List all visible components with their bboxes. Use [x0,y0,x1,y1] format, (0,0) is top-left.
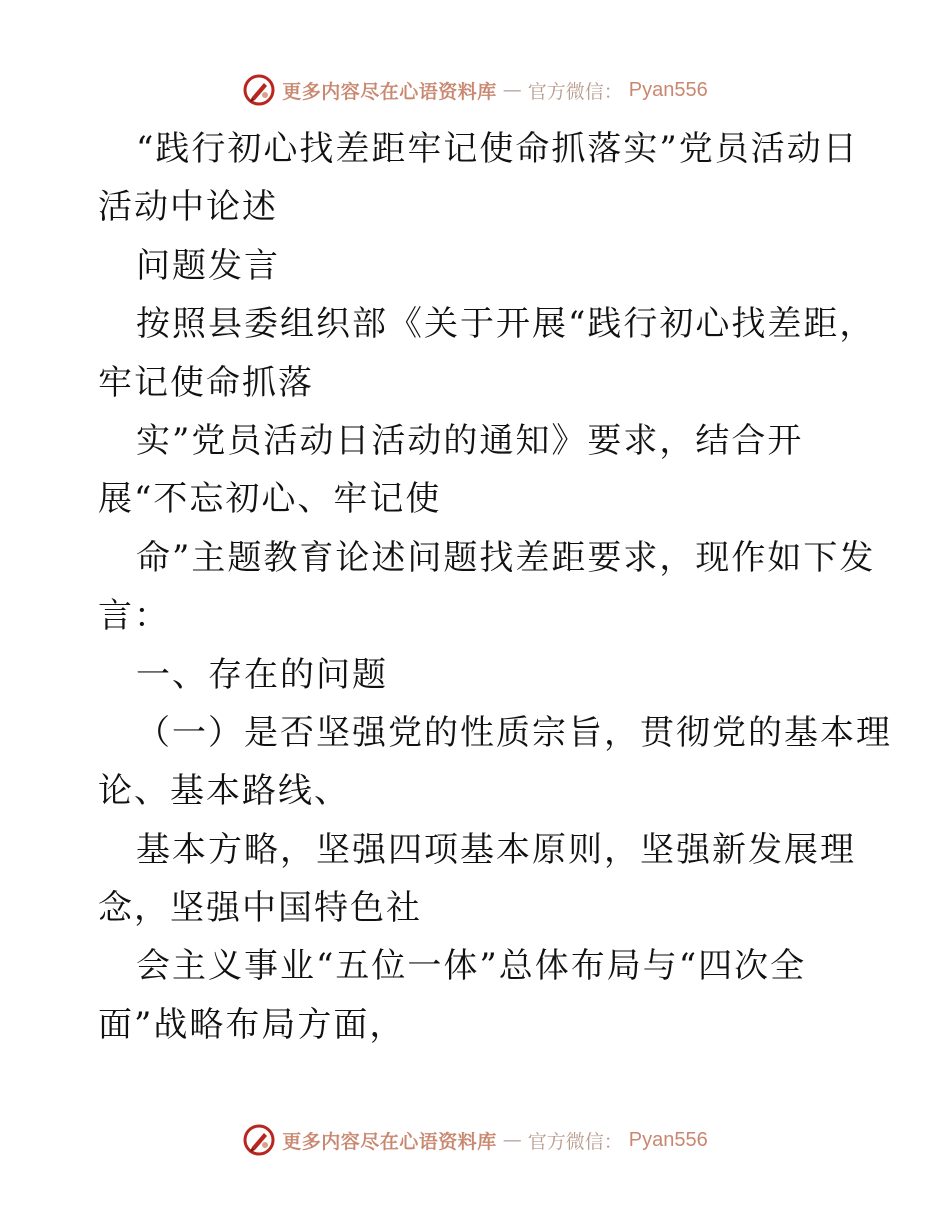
pen-logo-icon [242,1123,276,1157]
paragraph-line: （一）是否坚强党的性质宗旨，贯彻党的基本理 [136,712,892,753]
paragraph-line: 实”党员活动日活动的通知》要求，结合开 [136,420,804,461]
watermark-wechat-id: Pyan556 [628,1128,708,1151]
title-line-2: 活动中论述 [98,187,278,228]
paragraph-line: 论、基本路线、 [98,771,350,812]
pen-logo-icon [242,73,276,107]
paragraph-line: 基本方略，坚强四项基本原则，坚强新发展理 [136,829,856,870]
watermark-wechat-id: Pyan556 [628,78,708,101]
watermark-dash: — [502,79,522,101]
paragraph-line: 牢记使命抓落 [98,362,314,403]
header-watermark [0,70,950,110]
document-body [98,120,892,1054]
watermark-brand: 更多内容尽在心语资料库 [282,1130,497,1153]
title-line-1: “践行初心找差距牢记使命抓落实”党员活动日 [136,129,859,169]
watermark-wechat-label: 官方微信： [527,80,623,103]
section-heading: 一、存在的问题 [136,654,388,695]
watermark-dash: — [502,1129,522,1151]
paragraph-line: 会主义事业“五位一体”总体布局与“四次全 [136,946,807,987]
watermark-brand: 更多内容尽在心语资料库 [282,80,497,103]
footer-watermark [0,1120,950,1160]
subtitle: 问题发言 [136,245,280,286]
watermark-wechat-label: 官方微信： [527,1130,623,1153]
paragraph-line: 展“不忘初心、牢记使 [98,479,442,520]
paragraph-line: 按照县委组织部《关于开展“践行初心找差距， [136,304,876,345]
paragraph-line: 念，坚强中国特色社 [98,888,422,929]
paragraph-line: 命”主题教育论述问题找差距要求，现作如下发 [136,537,876,578]
paragraph-line: 言： [98,596,170,637]
paragraph-line: 面”战略布局方面， [98,1004,406,1045]
